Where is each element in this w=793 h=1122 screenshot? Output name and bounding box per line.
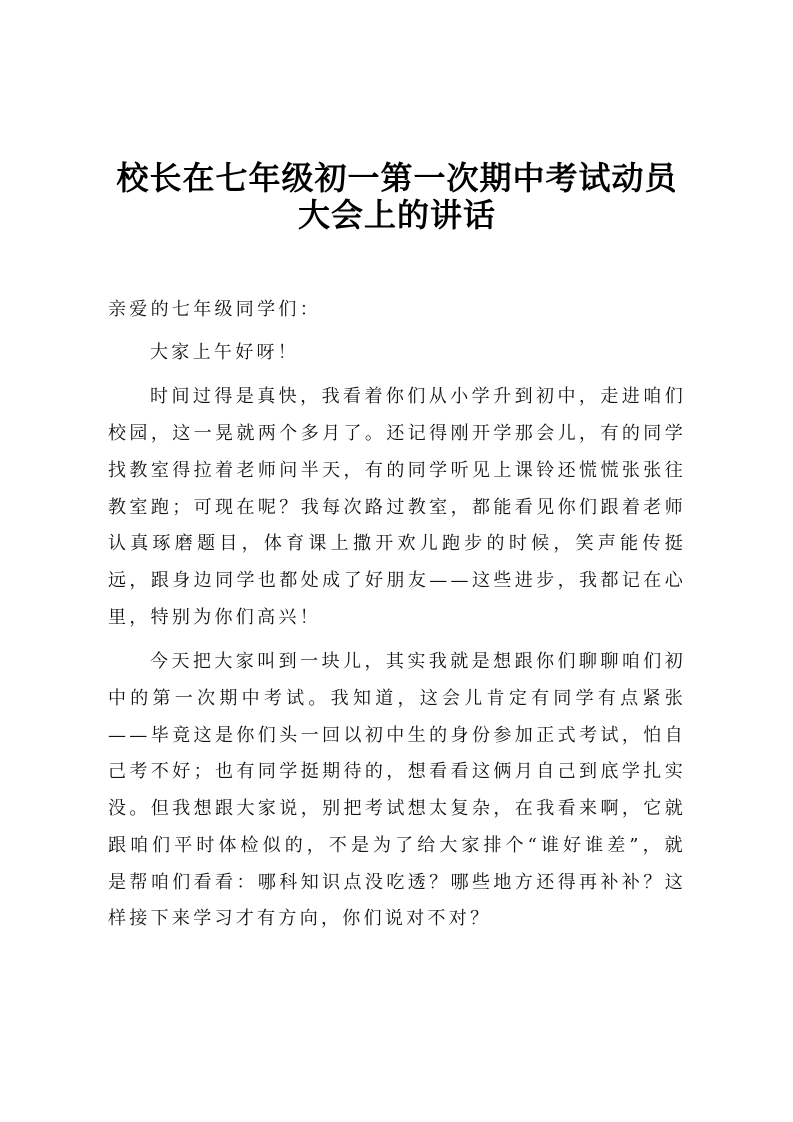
paragraph-exam-purpose: 今天把大家叫到一块儿，其实我就是想跟你们聊聊咱们初中的第一次期中考试。我知道，这会儿肯定有同学有点紧张——毕竟这是你们头一回以初中生的身份参加正式考试，怕自己考不好；也有同学挺期待的，想看看这俩月自己到底学扎实没。但我想跟大家说，别把考试想太复杂，在我看来啊，它就跟咱们平时体检似的，不是为了给大家排个“谁好谁差”，就是帮咱们看看：哪科知识点没吃透？哪些地方还得再补补？这样接下来学习才有方向，你们说对不对？ xyxy=(108,651,686,930)
document-title: 校长在七年级初一第一次期中考试动员大会上的讲话 xyxy=(116,159,678,234)
salutation: 亲爱的七年级同学们： xyxy=(108,299,321,320)
document-body xyxy=(108,292,686,946)
paragraph-greeting: 大家上午好呀！ xyxy=(150,341,300,363)
paragraph-reflection: 时间过得是真快，我看着你们从小学升到初中，走进咱们校园，这一晃就两个多月了。还记得刚开学那会儿，有的同学找教室得拉着老师问半天，有的同学听见上课铃还慌慌张张往教室跑；可现在呢？我每次路过教室，都能看见你们跟着老师认真琢磨题目，体育课上撒开欢儿跑步的时候，笑声能传挺远，跟身边同学也都处成了好朋友——这些进步，我都记在心里，特别为你们高兴！ xyxy=(108,386,686,628)
